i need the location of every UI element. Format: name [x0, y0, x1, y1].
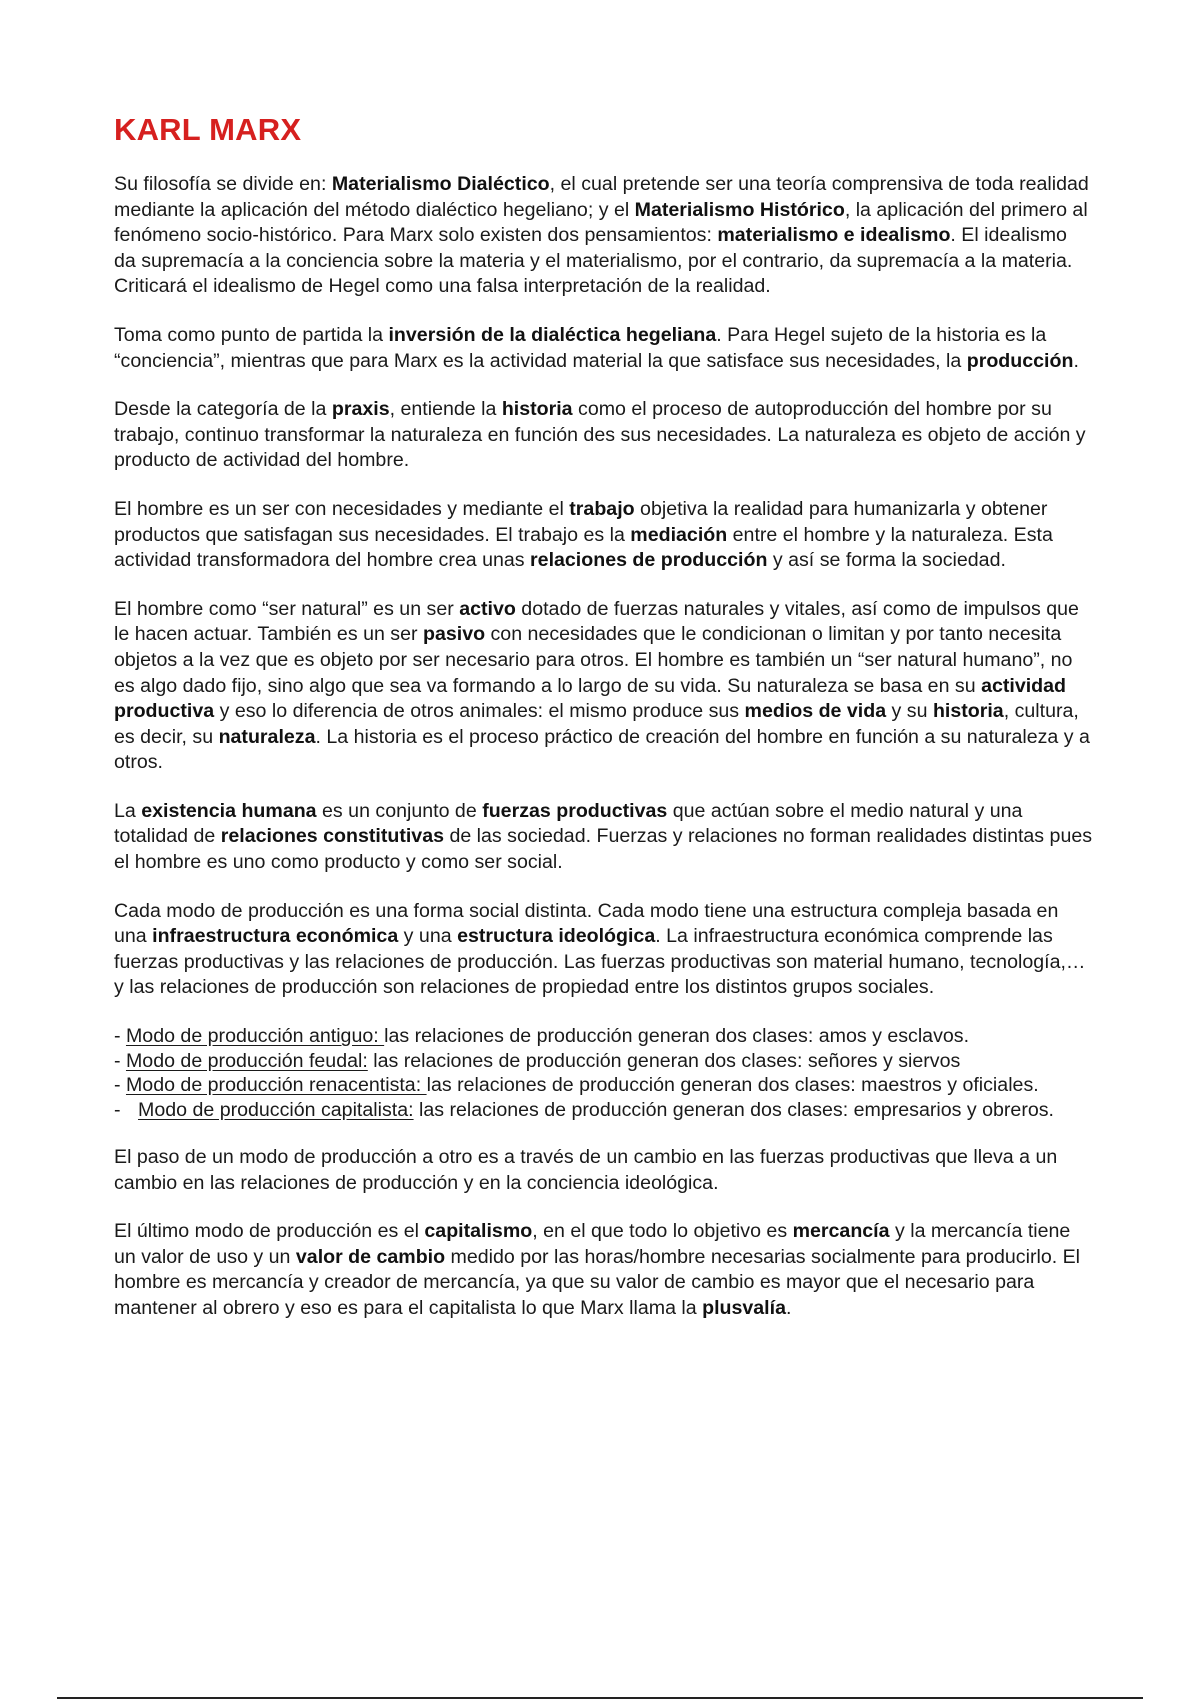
bold-term: naturaleza	[218, 725, 316, 748]
text-run: El hombre es un ser con necesidades y mediante el	[114, 497, 570, 520]
text-run: objetiva la realidad para humanizarla y obtener productos que satisfagan sus necesidades. El trabajo es la	[114, 497, 1048, 546]
text-run: .	[785, 1297, 792, 1319]
list-bullet: -	[114, 1074, 126, 1097]
bold-term: capitalismo	[424, 1220, 533, 1243]
bold-term: existencia humana	[141, 799, 317, 822]
text-run: y así se forma la sociedad.	[767, 549, 1006, 572]
mode-name: Modo de producción antiguo:	[125, 1025, 385, 1048]
bold-term: materialismo e idealismo	[717, 224, 951, 247]
bold-term: infraestructura económica	[152, 925, 399, 948]
text-run: y eso lo diferencia de otros animales: el mismo produce sus	[214, 700, 745, 723]
list-bullet: -	[114, 1098, 121, 1121]
list-item	[114, 1098, 1094, 1123]
list-item-body	[126, 1050, 960, 1072]
closing-paragraphs	[114, 1145, 1094, 1322]
paragraph-4	[114, 497, 1094, 574]
text-run: . Para Hegel sujeto de la historia es la “conciencia”, mientras que para Marx es la actividad material la que satisface sus necesidades, la	[114, 323, 1047, 372]
text-run: El último modo de producción es el	[114, 1220, 425, 1243]
mode-name: Modo de producción renacentista:	[125, 1074, 427, 1097]
text-run: con necesidades que le condicionan o limitan y por tanto necesita objetos a la vez que es objeto por ser necesario para otros. El hombre es también un “ser natural humano”, no es algo dado fijo, sino algo que sea va formando a lo largo de su vida. Su naturaleza se basa en su	[114, 623, 1073, 697]
text-run: , el cual pretende ser una teoría comprensiva de toda realidad mediante la aplicación del método dialéctico hegeliano; y el	[114, 173, 1089, 221]
bold-term: estructura ideológica	[457, 925, 656, 948]
text-run: El hombre como “ser natural” es un ser	[114, 597, 460, 620]
bold-term: activo	[459, 597, 516, 620]
text-run: .	[1073, 349, 1079, 372]
text-run: , entiende la	[389, 398, 502, 421]
text-run: dotado de fuerzas naturales y vitales, así como de impulsos que le hacen actuar. También es un ser	[114, 597, 1079, 646]
text-run: La	[114, 799, 142, 822]
text-run: es un conjunto de	[316, 799, 483, 822]
bold-term: mediación	[630, 523, 728, 546]
paragraph-7	[114, 899, 1094, 1001]
list-item-body	[126, 1074, 1039, 1096]
text-run: , en el que todo lo objetivo es	[532, 1220, 793, 1243]
text-run: que actúan sobre el medio natural y una totalidad de	[114, 799, 1023, 848]
bold-term: relaciones constitutivas	[220, 825, 444, 848]
production-modes-list	[114, 1024, 1094, 1122]
text-run: , la aplicación del primero al fenómeno socio-histórico. Para Marx solo existen dos pensamientos:	[114, 198, 1088, 247]
bold-term: fuerzas productivas	[482, 799, 668, 822]
text-run: El paso de un modo de producción a otro es a través de un cambio en las fuerzas productivas que lleva a un cambio en las relaciones de producción y en la conciencia ideológica.	[114, 1146, 1058, 1194]
bold-term: historia	[932, 700, 1004, 723]
paragraph-2	[114, 323, 1094, 374]
list-item-body	[126, 1025, 969, 1047]
list-bullet: -	[114, 1049, 126, 1072]
body-paragraphs	[114, 172, 1094, 1001]
mode-description: las relaciones de producción generan dos clases: amos y esclavos.	[384, 1025, 970, 1048]
text-run: Cada modo de producción es una forma social distinta. Cada modo tiene una estructura compleja basada en una	[114, 899, 1059, 948]
text-run: . La infraestructura económica comprende las fuerzas productivas y las relaciones de producción. Las fuerzas productivas son material humano, tecnología,… y las relaciones de producción son relaciones de propiedad entre los distintos grupos sociales.	[114, 925, 1086, 999]
mode-name: Modo de producción capitalista:	[138, 1098, 414, 1121]
list-item	[114, 1049, 1094, 1074]
text-run: de las sociedad. Fuerzas y relaciones no forman realidades distintas pues el hombre es uno como producto y como ser social.	[114, 825, 1093, 874]
list-bullet: -	[114, 1025, 126, 1048]
list-item-body	[138, 1098, 1094, 1123]
closing-paragraph-1	[114, 1145, 1094, 1196]
paragraph-1	[114, 172, 1094, 300]
bold-term: Materialismo Dialéctico	[331, 173, 550, 195]
list-item	[114, 1024, 1094, 1049]
text-run: Su filosofía se divide en:	[114, 173, 332, 195]
text-run: medido por las horas/hombre necesarias socialmente para producirlo. El hombre es mercancía y creador de mercancía, ya que su valor de cambio es mayor que el necesario para mantener al obrero y eso es para el capitalista lo que Marx llama la	[114, 1245, 1081, 1319]
text-run: . El idealismo da supremacía a la conciencia sobre la materia y el materialismo, por el contrario, da supremacía a la materia. Criticará el idealismo de Hegel como una falsa interpretación de la realidad.	[114, 224, 1073, 298]
bold-term: plusvalía	[702, 1297, 786, 1319]
text-run: y la mercancía tiene un valor de uso y un	[114, 1220, 1071, 1268]
bold-term: trabajo	[569, 497, 635, 520]
text-run: Desde la categoría de la	[114, 398, 332, 421]
text-run: , cultura, es decir, su	[114, 700, 1079, 748]
text-run: y su	[886, 700, 933, 723]
text-run: Toma como punto de partida la	[114, 323, 389, 346]
text-run: entre el hombre y la naturaleza. Esta actividad transformadora del hombre crea unas	[114, 523, 1053, 572]
page-title: KARL MARX	[114, 112, 302, 147]
bold-term: actividad productiva	[114, 674, 1067, 723]
text-run: y una	[398, 925, 458, 948]
list-item	[114, 1073, 1094, 1098]
bold-term: historia	[501, 398, 573, 421]
text-run: como el proceso de autoproducción del hombre por su trabajo, continuo transformar la naturaleza en función des sus necesidades. La naturaleza es objeto de acción y producto de actividad del hombre.	[114, 398, 1086, 472]
document-page	[114, 112, 1094, 1345]
bold-term: producción	[966, 349, 1074, 372]
mode-description: las relaciones de producción generan dos clases: empresarios y obreros.	[413, 1098, 1054, 1121]
paragraph-6	[114, 799, 1094, 876]
paragraph-5	[114, 597, 1094, 776]
bold-term: medios de vida	[744, 700, 887, 723]
bold-term: valor de cambio	[295, 1245, 446, 1268]
bold-term: relaciones de producción	[530, 549, 768, 572]
bold-term: pasivo	[422, 623, 486, 646]
bold-term: inversión de la dialéctica hegeliana	[388, 323, 717, 346]
bold-term: praxis	[331, 398, 390, 421]
bold-term: Materialismo Histórico	[634, 198, 845, 221]
bold-term: mercancía	[792, 1220, 890, 1243]
closing-paragraph-2	[114, 1219, 1094, 1321]
footer-divider	[57, 1697, 1143, 1699]
mode-name: Modo de producción feudal:	[125, 1049, 368, 1072]
text-run: . La historia es el proceso práctico de creación del hombre en función a su naturaleza y a otros.	[114, 725, 1090, 774]
paragraph-3	[114, 397, 1094, 474]
mode-description: las relaciones de producción generan dos clases: señores y siervos	[367, 1049, 961, 1072]
mode-description: las relaciones de producción generan dos clases: maestros y oficiales.	[426, 1074, 1039, 1097]
